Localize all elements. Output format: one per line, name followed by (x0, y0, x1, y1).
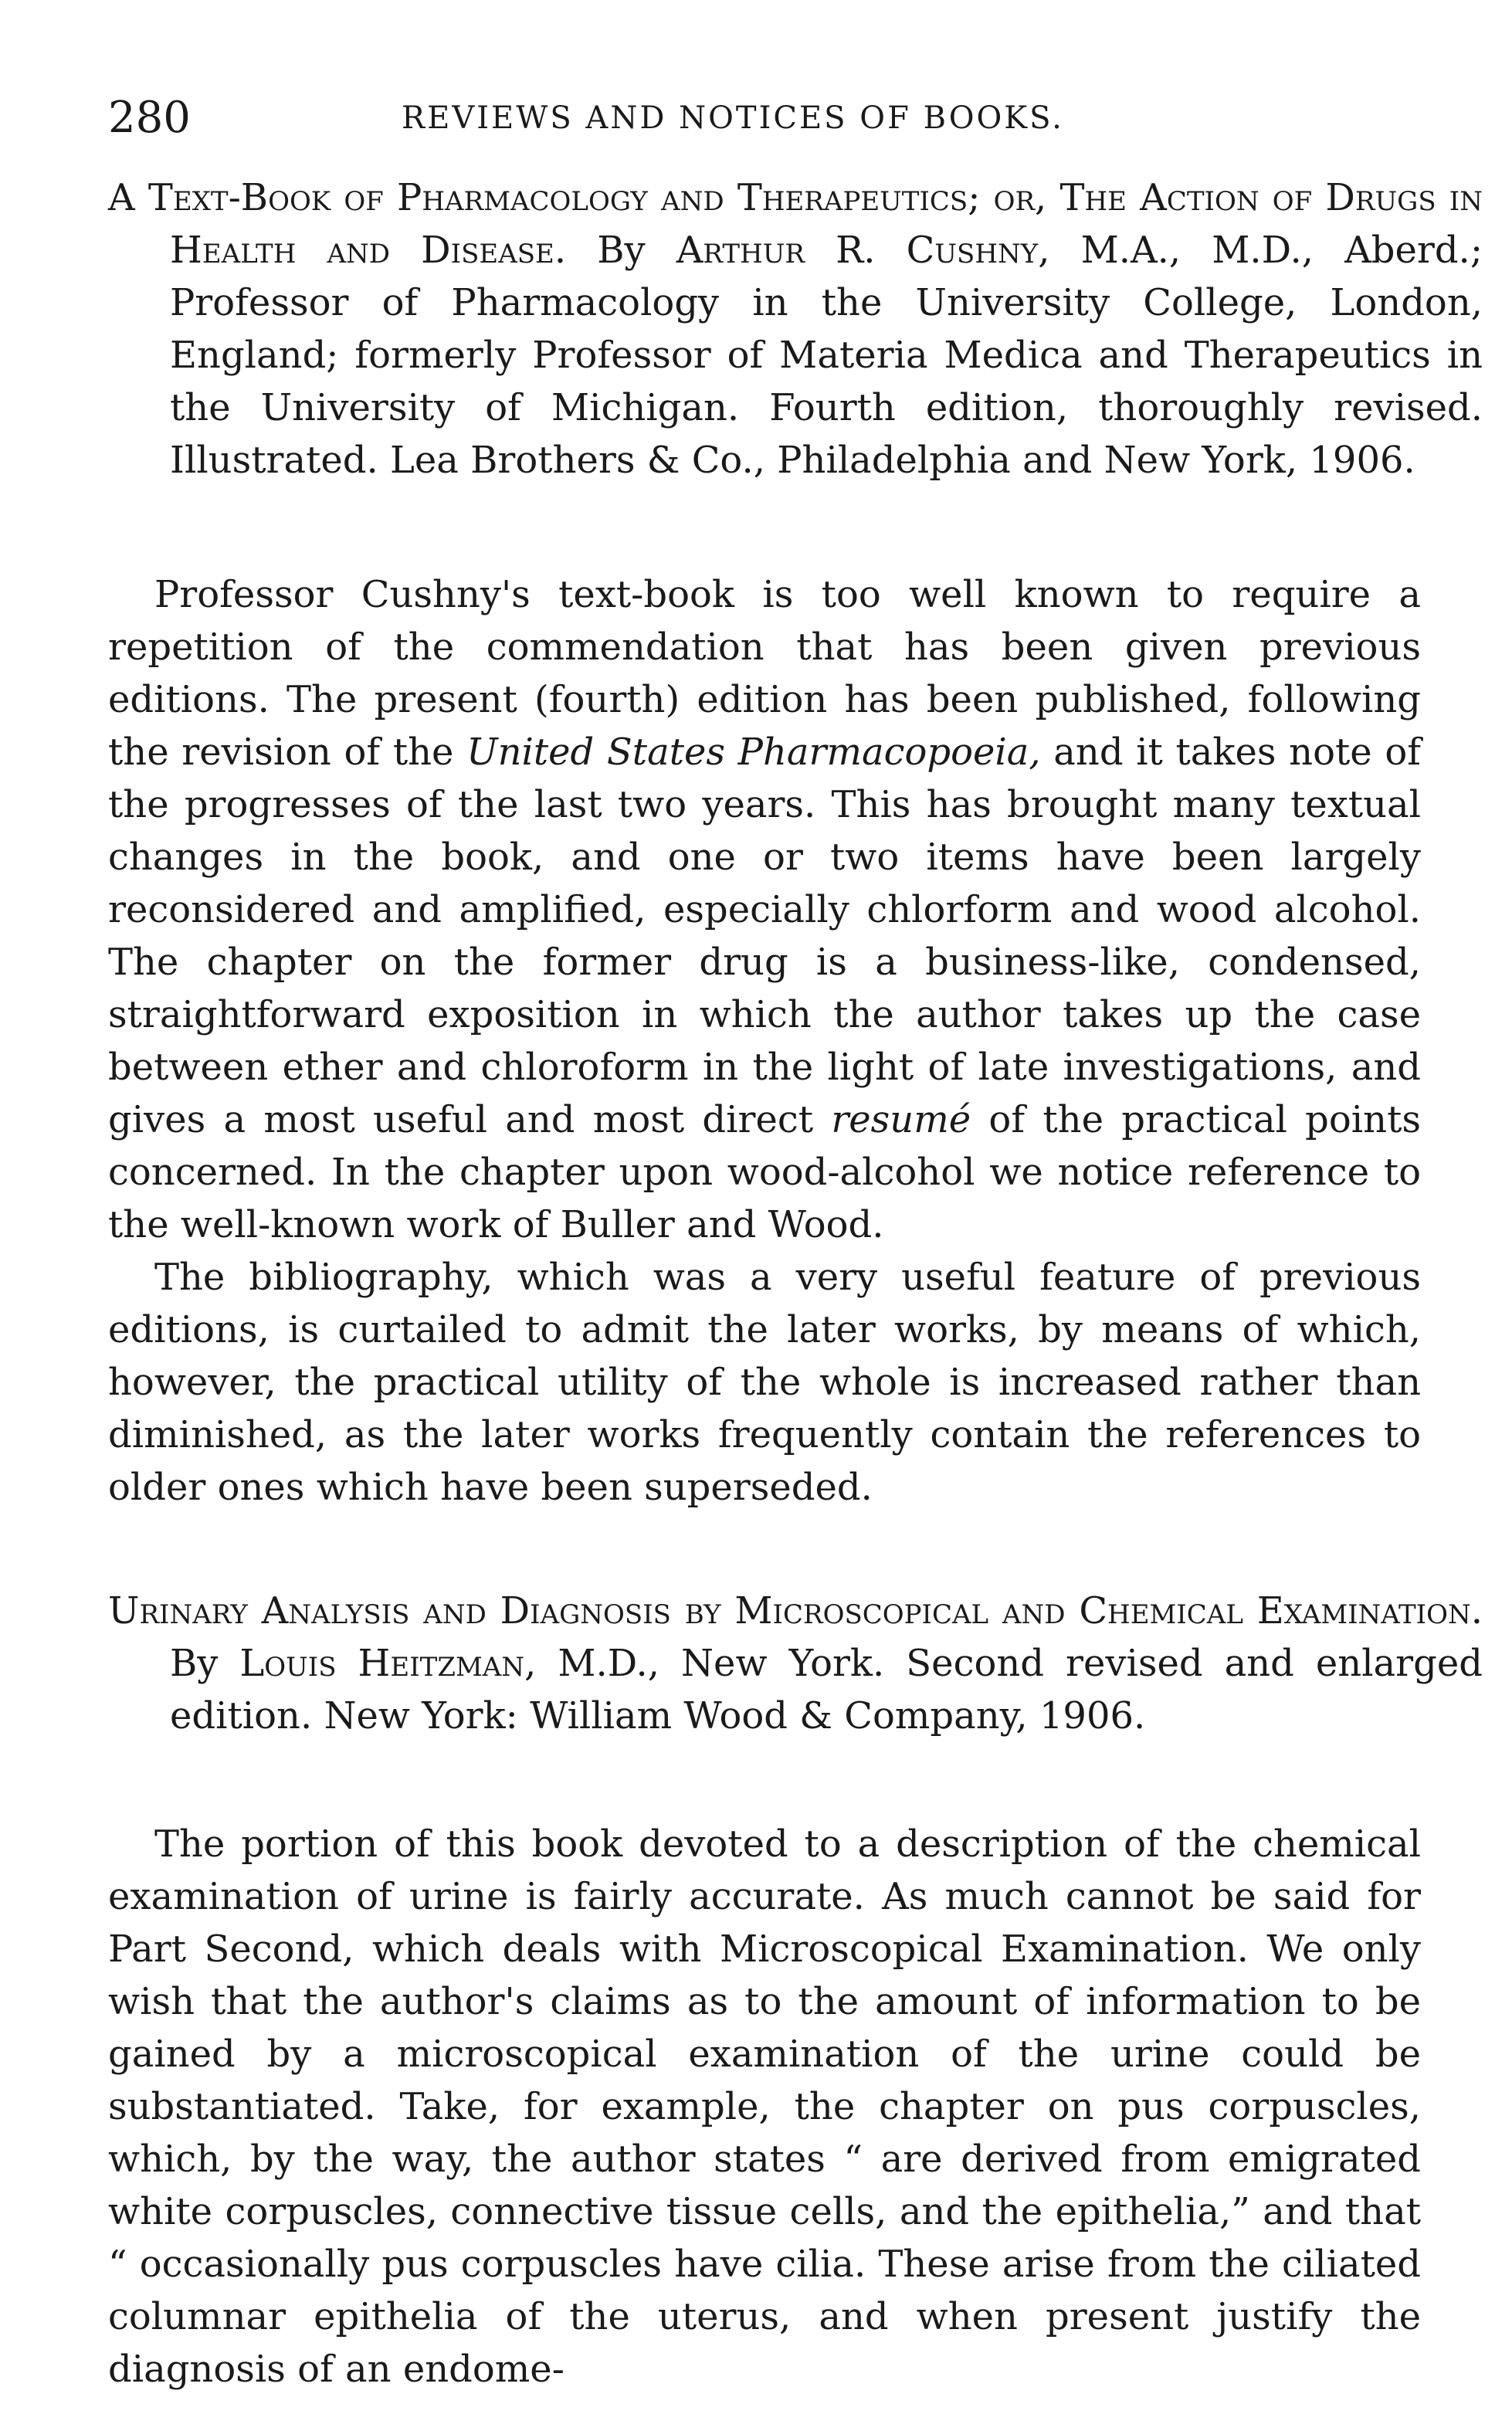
review-paragraph: The portion of this book devoted to a description of the chemical examination of urine is fairly accurate. As much cannot be said for Part Second, which deals with Microscopical Examination. We only wish that the author's claims as to the amount of information to be gained by a microscopical examination of the urine could be substantiated. Take, for example, the chapter on pus corpuscles, which, by the way, the author states “ are derived from emigrated white corpuscles, connective tissue cells, and the epithelia,” and that “ occasionally pus corpuscles have cilia. These arise from the ciliated columnar epithelia of the uterus, and when present justify the diagnosis of an endome- (108, 1822, 1421, 2391)
review-text: of the practical points concerned. In the chapter upon wood-alcohol we notice reference to the well-known work of Buller and Wood. (108, 1098, 1421, 1246)
book-title: Urinary Analysis and Diagnosis by Microscopical and Chemical Examination. (108, 1589, 1483, 1633)
page-header (108, 93, 1436, 154)
review-urinary-analysis (108, 1818, 1421, 2395)
book-author: Louis Heitzman (239, 1642, 525, 1685)
by-label: By (597, 229, 646, 272)
book-author: Arthur R. Cushny (676, 229, 1039, 272)
book-title: A Text-Book of Pharmacology and Therapeutics; or, The Action of Drugs in Health and Disease. (108, 176, 1483, 272)
review-text: Professor Cushny's text-book is too well known to require a repetition of the commendation that has been given previous editions. The present (fourth) edition has been published, following the revision of the (108, 573, 1421, 774)
page-number: 280 (108, 93, 191, 143)
book-entry-pharmacology (108, 171, 1483, 487)
review-paragraph: The bibliography, which was a very useful feature of previous editions, is curtailed to admit the later works, by means of which, however, the practical utility of the whole is increased rather than diminished, as the later works frequently contain the references to older ones which have been superseded. (108, 1256, 1421, 1509)
book-details: , M.D., New York. Second revised and enlarged edition. New York: William Wood & Company, 1906. (170, 1642, 1483, 1738)
book-details: , M.A., M.D., Aberd.; Professor of Pharmacology in the University College, London, England; formerly Professor of Materia Medica and Therapeutics in the University of Michigan. Fourth edition, thoroughly revised. Illustrated. Lea Brothers & Co., Philadelphia and New York, 1906. (170, 229, 1483, 482)
review-text-italic: resumé (831, 1098, 971, 1141)
running-title: REVIEWS AND NOTICES OF BOOKS. (402, 100, 1064, 136)
review-text-italic: United States Pharmacopoeia, (466, 731, 1041, 774)
review-paragraph (108, 568, 1421, 1251)
by-label: By (170, 1642, 219, 1685)
book-entry-urinary-analysis (108, 1585, 1483, 1742)
review-text: and it takes note of the progresses of the last two years. This has brought many textual changes in the book, and one or two items have been largely reconsidered and amplified, especially chlorform and wood alcohol. The chapter on the former drug is a business-like, condensed, straightforward exposition in which the author takes up the case between ether and chloroform in the light of late investigations, and gives a most useful and most direct (108, 731, 1422, 1141)
review-pharmacology (108, 568, 1421, 1514)
